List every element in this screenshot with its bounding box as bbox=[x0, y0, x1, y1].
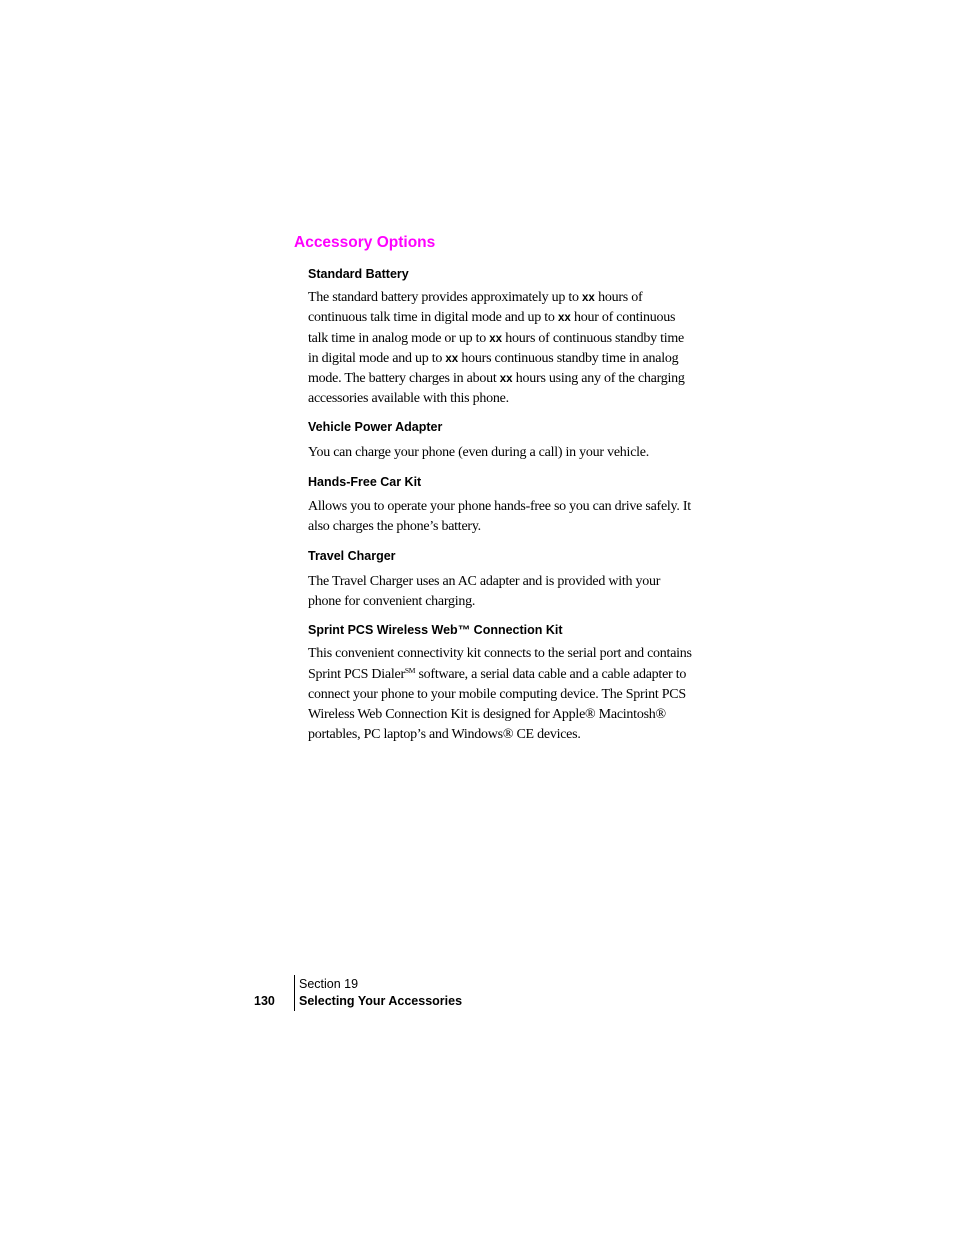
hands-free-car-kit-block bbox=[308, 474, 693, 538]
text-run: software, a serial data cable and a cable adapter to connect your phone to your mobile computing device. The Sprint PCS Wireless Web Connection Kit is designed for Apple® Macintosh® portables, PC laptop’s and Windows® CE devices. bbox=[308, 666, 687, 743]
placeholder-value: xx bbox=[489, 332, 503, 345]
text-run: hours continuous standby time in analog mode. The battery charges in about bbox=[308, 350, 679, 387]
vehicle-power-adapter-text: You can charge your phone (even during a call) in your vehicle. bbox=[308, 444, 650, 460]
text-run: The standard battery provides approximately up to bbox=[308, 290, 583, 305]
hands-free-car-kit-text: Allows you to operate your phone hands-free so you can drive safely. It also charges the phone’s battery. bbox=[308, 499, 691, 535]
wireless-web-kit-heading: Sprint PCS Wireless Web™ Connection Kit bbox=[308, 623, 563, 638]
text-run: This convenient connectivity kit connects to the serial port and contains Sprint PCS Dialer bbox=[308, 646, 692, 682]
placeholder-value: xx bbox=[445, 352, 459, 365]
standard-battery-block bbox=[308, 266, 693, 410]
footer-section-label: Section 19 bbox=[299, 977, 359, 991]
placeholder-value: xx bbox=[582, 292, 595, 304]
service-mark: SM bbox=[404, 665, 416, 675]
travel-charger-heading: Travel Charger bbox=[308, 548, 396, 563]
page-number: 130 bbox=[254, 994, 275, 1008]
placeholder-value: xx bbox=[499, 373, 513, 386]
text-run: hour of continuous talk time in analog mode or up to bbox=[308, 310, 676, 346]
text-run: hours of continuous talk time in digital mode and up to bbox=[308, 290, 643, 326]
travel-charger-text: The Travel Charger uses an AC adapter and is provided with your phone for convenient charging. bbox=[308, 573, 661, 609]
hands-free-car-kit-heading: Hands-Free Car Kit bbox=[308, 475, 422, 490]
content-column bbox=[308, 266, 693, 746]
vehicle-power-adapter-heading: Vehicle Power Adapter bbox=[308, 419, 443, 434]
text-run: hours of continuous standby time in digital mode and up to bbox=[308, 330, 684, 366]
standard-battery-text bbox=[308, 288, 693, 410]
footer-divider bbox=[294, 975, 295, 1011]
travel-charger-block bbox=[308, 548, 693, 613]
section-title: Accessory Options bbox=[294, 234, 436, 251]
text-run: hours using any of the charging accessories available with this phone. bbox=[308, 371, 685, 407]
standard-battery-heading: Standard Battery bbox=[308, 267, 409, 281]
wireless-web-kit-text bbox=[308, 644, 693, 745]
footer-chapter-title: Selecting Your Accessories bbox=[299, 994, 463, 1008]
vehicle-power-adapter-block bbox=[308, 419, 693, 463]
wireless-web-kit-block bbox=[308, 622, 693, 745]
placeholder-value: xx bbox=[557, 312, 571, 325]
